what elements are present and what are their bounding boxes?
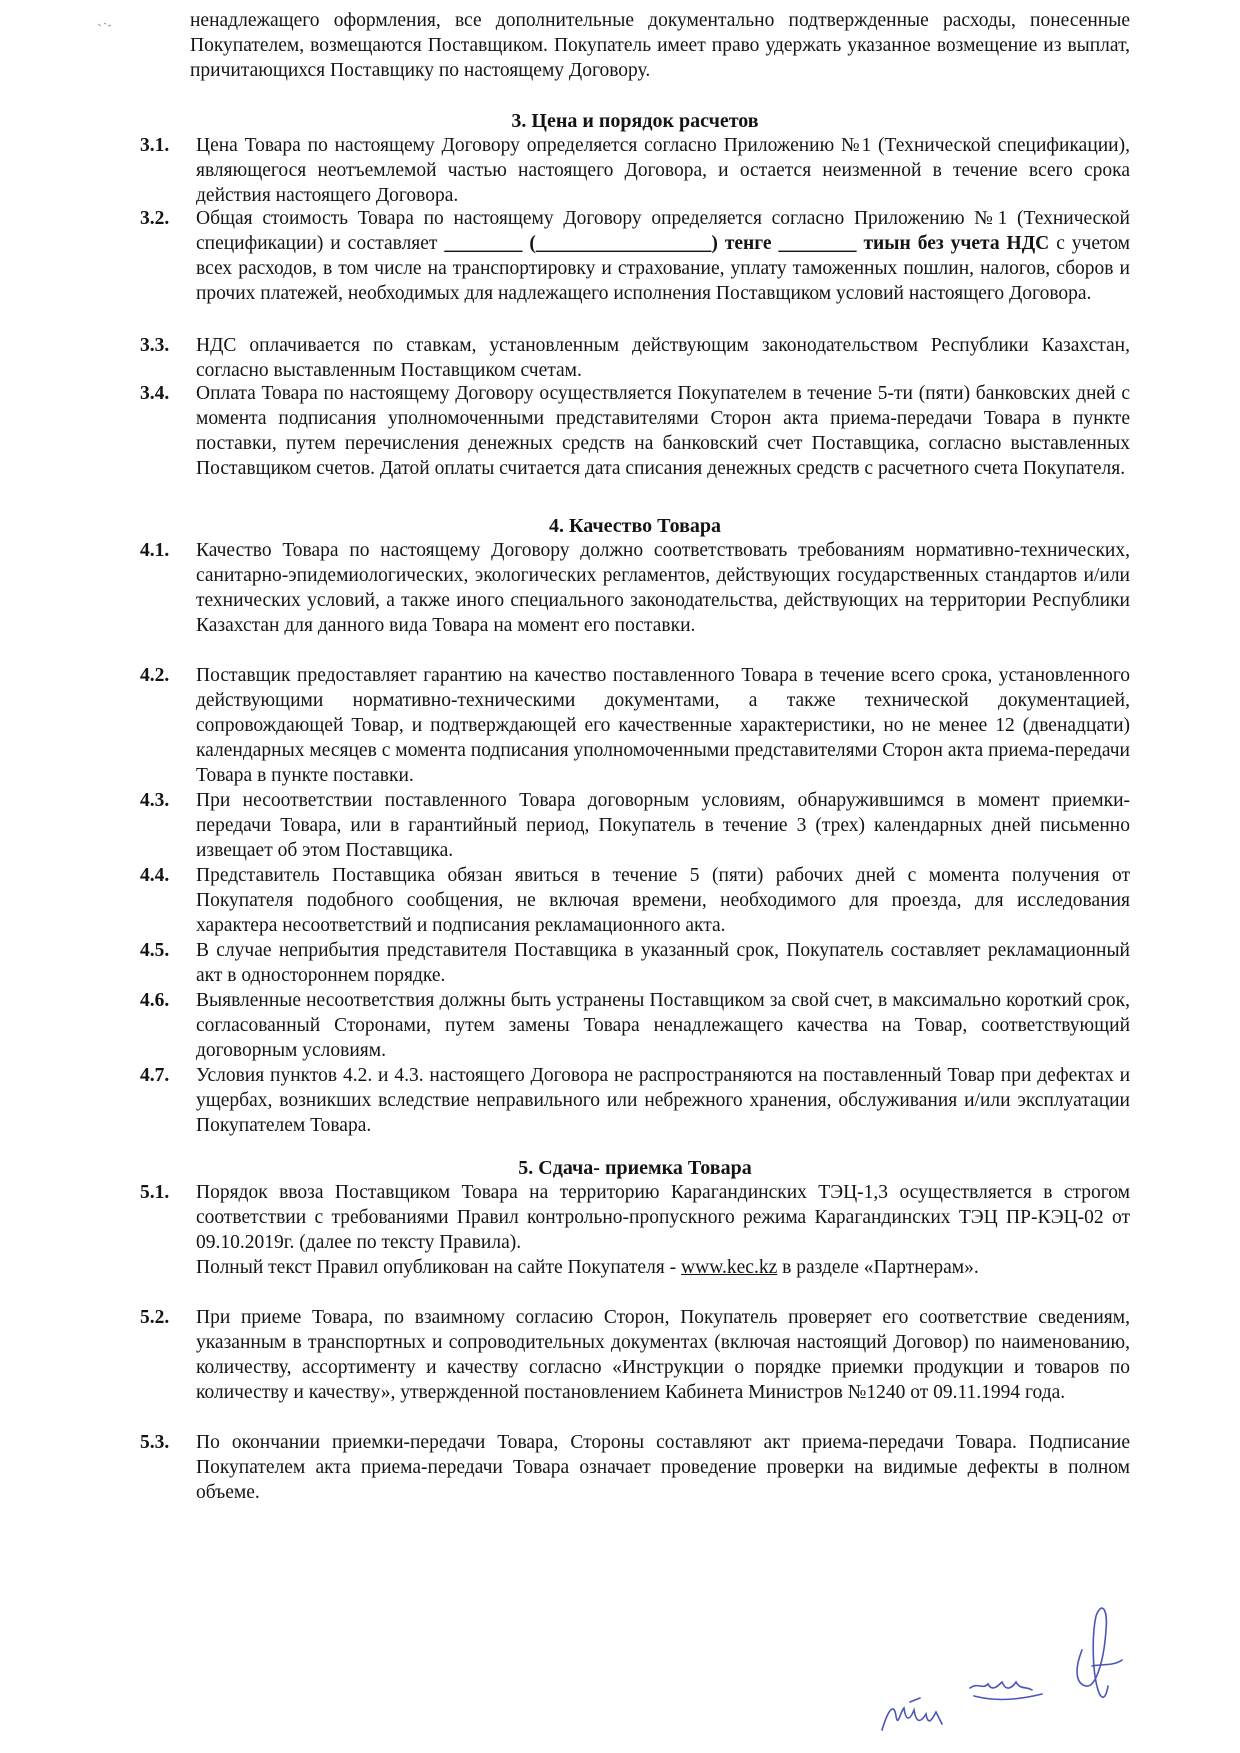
section-5-title: 5. Сдача- приемка Товара <box>518 1157 752 1179</box>
clause-text-part: Порядок ввоза Поставщиком Товара на территорию Карагандинских ТЭЦ-1,3 осуществляется в строгом соответствии с требованиями Правил контрольно-пропускного режима Карагандинских ТЭЦ ПР-КЭЦ-02 от 09.10.2019г. (далее по тексту Правила). <box>196 1182 1130 1253</box>
clause-text: Выявленные несоответствия должны быть устранены Поставщиком за свой счет, в максимально короткий срок, согласованный Сторонами, путем замены Товара ненадлежащего качества на Товар, соответствующий договорным условиям. <box>196 990 1130 1061</box>
clause-5-1 <box>140 1180 1130 1280</box>
clause-number: 5.2. <box>140 1307 170 1328</box>
clause-text: В случае неприбытия представителя Поставщика в указанный срок, Покупатель составляет рекламационный акт в одностороннем порядке. <box>196 940 1130 986</box>
clause-text <box>196 206 1130 306</box>
clause-5-2 <box>140 1305 1130 1405</box>
clause-number: 3.4. <box>140 383 170 404</box>
clause-4-7 <box>140 1063 1130 1138</box>
clause-number: 5.1. <box>140 1182 170 1203</box>
clause-4-1 <box>140 538 1130 638</box>
clause-number: 4.1. <box>140 540 170 561</box>
clause-number: 4.4. <box>140 865 170 886</box>
section-4-title: 4. Качество Товара <box>548 515 722 537</box>
tiyn-blank: ________ <box>778 233 857 254</box>
clause-3-3 <box>140 333 1130 383</box>
intro-paragraph: ненадлежащего оформления, все дополнительные документально подтвержденные расходы, понесенные Покупателем, возмещаются Поставщиком. Покупатель имеет право удержать указанное возмещение из выплат, причитающихся Поставщику по настоящему Договору. <box>190 10 1130 81</box>
clause-3-2 <box>140 206 1130 306</box>
handwritten-signatures-icon <box>870 1590 1130 1740</box>
clause-number: 3.1. <box>140 135 170 156</box>
clause-text: При несоответствии поставленного Товара договорным условиям, обнаружившимся в момент приемки-передачи Товара, или в гарантийный период, Покупатель в течение 3 (трех) календарных дней письменно извещает об этом Поставщика. <box>196 790 1130 861</box>
clause-number: 4.6. <box>140 990 170 1011</box>
clause-text-part: Общая стоимость Товара по настоящему Договору определяется согласно Приложению №1 (Технической спецификации) и составляет <box>196 208 1130 254</box>
clause-4-2 <box>140 663 1130 788</box>
clause-number: 5.3. <box>140 1432 170 1453</box>
price-words-blank: (__________________) <box>522 233 725 254</box>
price-blank: ________ <box>444 233 523 254</box>
clause-text <box>196 1180 1130 1280</box>
clause-text-part <box>196 1255 1130 1280</box>
clause-3-1 <box>140 133 1130 208</box>
clause-4-6 <box>140 988 1130 1063</box>
vat-note: тиын без учета НДС <box>856 233 1050 254</box>
clause-number: 3.3. <box>140 335 170 356</box>
clause-5-3 <box>140 1430 1130 1505</box>
clause-4-4 <box>140 863 1130 938</box>
website-link[interactable]: www.kec.kz <box>681 1257 778 1278</box>
clause-3-4 <box>140 381 1130 481</box>
clause-text: Условия пунктов 4.2. и 4.3. настоящего Договора не распространяются на поставленный Товар при дефектах и ущербах, возникших вследствие неправильного или небрежного хранения, обслуживания и/или эксплуатации Покупателем Товара. <box>196 1065 1130 1136</box>
clause-text: Представитель Поставщика обязан явиться в течение 5 (пяти) рабочих дней с момента получения от Покупателя подобного сообщения, не включая времени, необходимого для проезда, для исследования характера несоответствий и подписания рекламационного акта. <box>196 865 1130 936</box>
clause-text: НДС оплачивается по ставкам, установленным действующим законодательством Республики Казахстан, согласно выставленным Поставщиком счетам. <box>196 335 1130 381</box>
clause-number: 4.3. <box>140 790 170 811</box>
clause-text-span: в разделе «Партнерам». <box>777 1257 979 1278</box>
section-3-title: 3. Цена и порядок расчетов <box>511 110 759 132</box>
clause-number: 4.2. <box>140 665 170 686</box>
clause-text: При приеме Товара, по взаимному согласию Сторон, Покупатель проверяет его соответствие сведениям, указанным в транспортных и сопроводительных документах (включая настоящий Договор) по наименованию, количеству, ассортименту и качеству согласно «Инструкции о порядке приемки продукции и товаров по количеству и качеству», утвержденной постановлением Кабинета Министров №1240 от 09.11.1994 года. <box>196 1307 1130 1403</box>
currency-label: тенге <box>724 233 779 254</box>
clause-text-span: Полный текст Правил опубликован на сайте Покупателя - <box>196 1257 682 1278</box>
clause-number: 3.2. <box>140 208 170 229</box>
scan-artifact <box>96 20 126 32</box>
clause-number: 4.5. <box>140 940 170 961</box>
clause-4-5 <box>140 938 1130 988</box>
clause-text: По окончании приемки-передачи Товара, Стороны составляют акт приема-передачи Товара. Подписание Покупателем акта приема-передачи Товара означает проведение проверки на видимые дефекты в полном объеме. <box>196 1432 1130 1503</box>
clause-text: Цена Товара по настоящему Договору определяется согласно Приложению №1 (Технической спецификации), являющегося неотъемлемой частью настоящего Договора, и остается неизменной в течение всего срока действия настоящего Договора. <box>196 135 1130 206</box>
clause-number: 4.7. <box>140 1065 170 1086</box>
clause-text: Оплата Товара по настоящему Договору осуществляется Покупателем в течение 5-ти (пяти) банковских дней с момента подписания уполномоченными представителями Сторон акта приема-передачи Товара в пункте поставки, путем перечисления денежных средств на банковский счет Поставщика, согласно выставленных Поставщиком счетов. Датой оплаты считается дата списания денежных средств с расчетного счета Покупателя. <box>196 383 1130 479</box>
clause-text: Качество Товара по настоящему Договору должно соответствовать требованиям нормативно-технических, санитарно-эпидемиологических, экологических регламентов, действующих государственных стандартов и/или технических условий, а также иного специального законодательства, действующих на территории Республики Казахстан для данного вида Товара на момент его поставки. <box>196 540 1130 636</box>
clause-4-3 <box>140 788 1130 863</box>
clause-text-part: с учетом всех расходов, в том числе на транспортировку и страхование, уплату таможенных пошлин, налогов, сборов и прочих платежей, необходимых для надлежащего исполнения Поставщиком условий настоящего Договора. <box>196 233 1130 304</box>
clause-text: Поставщик предоставляет гарантию на качество поставленного Товара в течение всего срока, установленного действующими нормативно-техническими документами, а также технической документацией, сопровождающей Товар, и подтверждающей его качественные характеристики, но не менее 12 (двенадцати) календарных месяцев с момента подписания уполномоченными представителями Сторон акта приема-передачи Товара в пункте поставки. <box>196 665 1130 786</box>
